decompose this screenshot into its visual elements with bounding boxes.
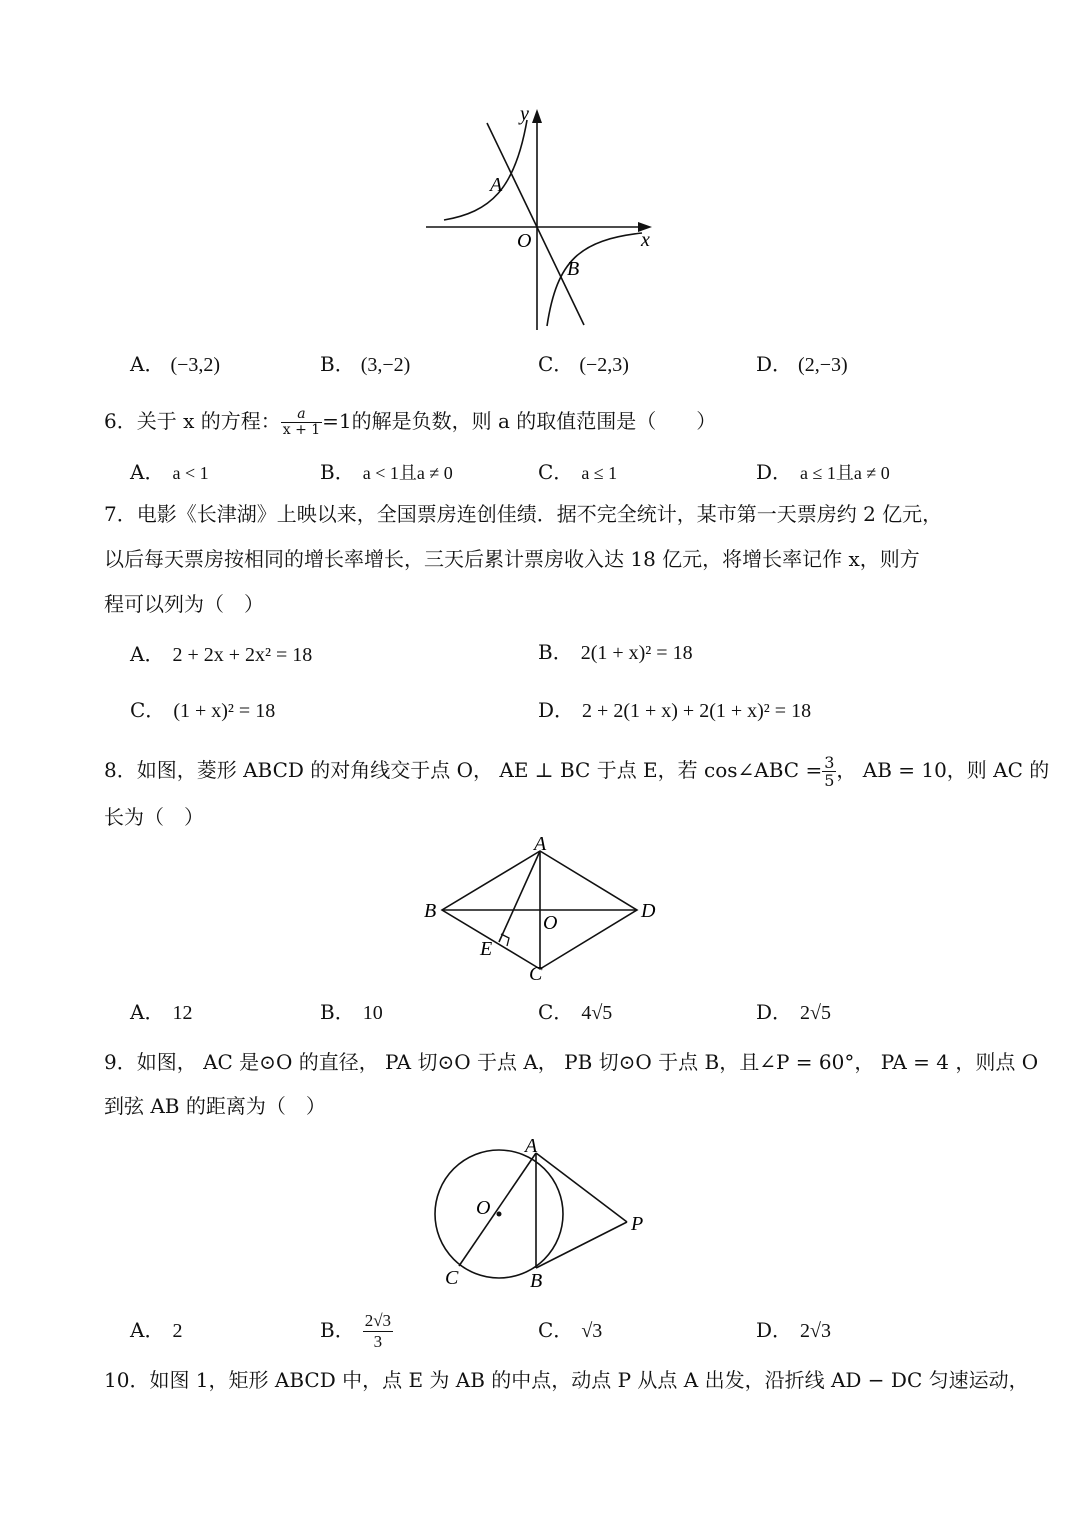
q7-option-a[interactable]: A． 2 + 2x + 2x² = 18 <box>130 642 313 666</box>
q9-option-b-fraction: $\frac{2√3}{3}$ <box>364 1311 392 1351</box>
q9-option-a[interactable]: A． 2 <box>130 1318 183 1342</box>
q7-option-d[interactable]: D． 2 + 2(1 + x) + 2(1 + x)² = 18 <box>538 698 812 722</box>
q8-stem-line-2: 长为（ ） <box>104 805 204 829</box>
q5-option-a[interactable]: A． (−3,2) <box>130 352 221 376</box>
q9-stem-line-1: 9．如图， AC 是⊙O 的直径， PA 切⊙O 于点 A， PB 切⊙O 于点 B，且∠P = 60°， PA = 4 ，则点 O <box>104 1050 1039 1074</box>
hyperbola-branch-upper-left <box>444 120 527 220</box>
q7-option-b[interactable]: B． 2(1 + x)² = 18 <box>538 640 693 664</box>
figure-q5-graph <box>420 100 670 335</box>
fig5-label-a: A <box>490 174 503 196</box>
fig5-label-x: x <box>641 229 650 251</box>
figure-q8-rhombus <box>415 835 675 985</box>
q8-label-d: D <box>641 900 656 922</box>
segment-ae <box>499 851 540 942</box>
y-axis-arrow <box>532 109 542 123</box>
q8-option-c[interactable]: C． 4√5 <box>538 1000 613 1024</box>
q9-label-o: O <box>476 1197 491 1219</box>
q9-label-a: A <box>525 1135 538 1157</box>
fig5-label-b: B <box>567 258 580 280</box>
fig5-label-origin: O <box>517 230 532 252</box>
q8-option-b[interactable]: B． 10 <box>320 1000 383 1024</box>
q9-label-p: P <box>631 1213 644 1235</box>
q5-option-c[interactable]: C． (−2,3) <box>538 352 629 376</box>
figure-q9-circle <box>425 1130 665 1295</box>
q5-option-d[interactable]: D． (2,−3) <box>756 352 848 376</box>
q6-fraction: $\frac{a}{x + 1}$ <box>282 406 321 438</box>
q10-stem-line-1: 10．如图 1，矩形 ABCD 中，点 E 为 AB 的中点，动点 P 从点 A 出发，沿折线 AD − DC 匀速运动， <box>104 1368 1029 1392</box>
q6-option-b[interactable]: B． a < 1且a ≠ 0 <box>320 460 453 484</box>
q8-option-a[interactable]: A． 12 <box>130 1000 193 1024</box>
q8-label-a: A <box>534 835 547 855</box>
hyperbola-branch-lower-right <box>547 233 642 326</box>
q8-stem-line-1: 8．如图，菱形 ABCD 的对角线交于点 O， AE ⊥ BC 于点 E，若 cos∠ABC = $\frac{3}{5}$ ， AB = 10，则 AC 的 <box>104 753 1050 790</box>
q8-label-b: B <box>424 900 437 922</box>
tangent-pa <box>536 1153 627 1222</box>
q6-option-a[interactable]: A． a < 1 <box>130 460 209 484</box>
q8-fraction: $\frac{3}{5}$ <box>824 753 835 790</box>
q6-option-d[interactable]: D． a ≤ 1且a ≠ 0 <box>756 460 890 484</box>
q9-option-d[interactable]: D． 2√3 <box>756 1318 832 1342</box>
q9-option-b[interactable]: B． $\frac{2√3}{3}$ <box>320 1311 392 1351</box>
q7-stem-line-1: 7．电影《长津湖》上映以来，全国票房连创佳绩．据不完全统计，某市第一天票房约 2 亿元， <box>104 502 943 526</box>
q6-option-c[interactable]: C． a ≤ 1 <box>538 460 618 484</box>
q8-label-e: E <box>480 938 493 960</box>
center-point-o <box>497 1212 502 1217</box>
q7-stem-line-2: 以后每天票房按相同的增长率增长，三天后累计票房收入达 18 亿元，将增长率记作 x，则方 <box>104 547 920 571</box>
q8-label-c: C <box>529 963 543 985</box>
diameter-ac <box>459 1153 536 1266</box>
q8-label-o: O <box>543 912 558 934</box>
q9-stem-line-2: 到弦 AB 的距离为（ ） <box>104 1094 326 1118</box>
q7-stem-line-3: 程可以列为（ ） <box>104 592 264 616</box>
q8-option-d[interactable]: D． 2√5 <box>756 1000 832 1024</box>
q9-label-c: C <box>445 1267 459 1289</box>
q9-label-b: B <box>530 1270 543 1292</box>
fig5-label-y: y <box>520 103 529 125</box>
q6-stem: 6．关于 x 的方程： $\frac{a}{x + 1}$ =1的解是负数，则 a 的取值范围是（ ） <box>104 406 717 438</box>
line-through-origin <box>487 123 584 325</box>
q5-option-b[interactable]: B． (3,−2) <box>320 352 411 376</box>
tangent-pb <box>536 1222 627 1268</box>
q7-option-c[interactable]: C． (1 + x)² = 18 <box>130 698 276 722</box>
q9-option-c[interactable]: C． √3 <box>538 1318 603 1342</box>
